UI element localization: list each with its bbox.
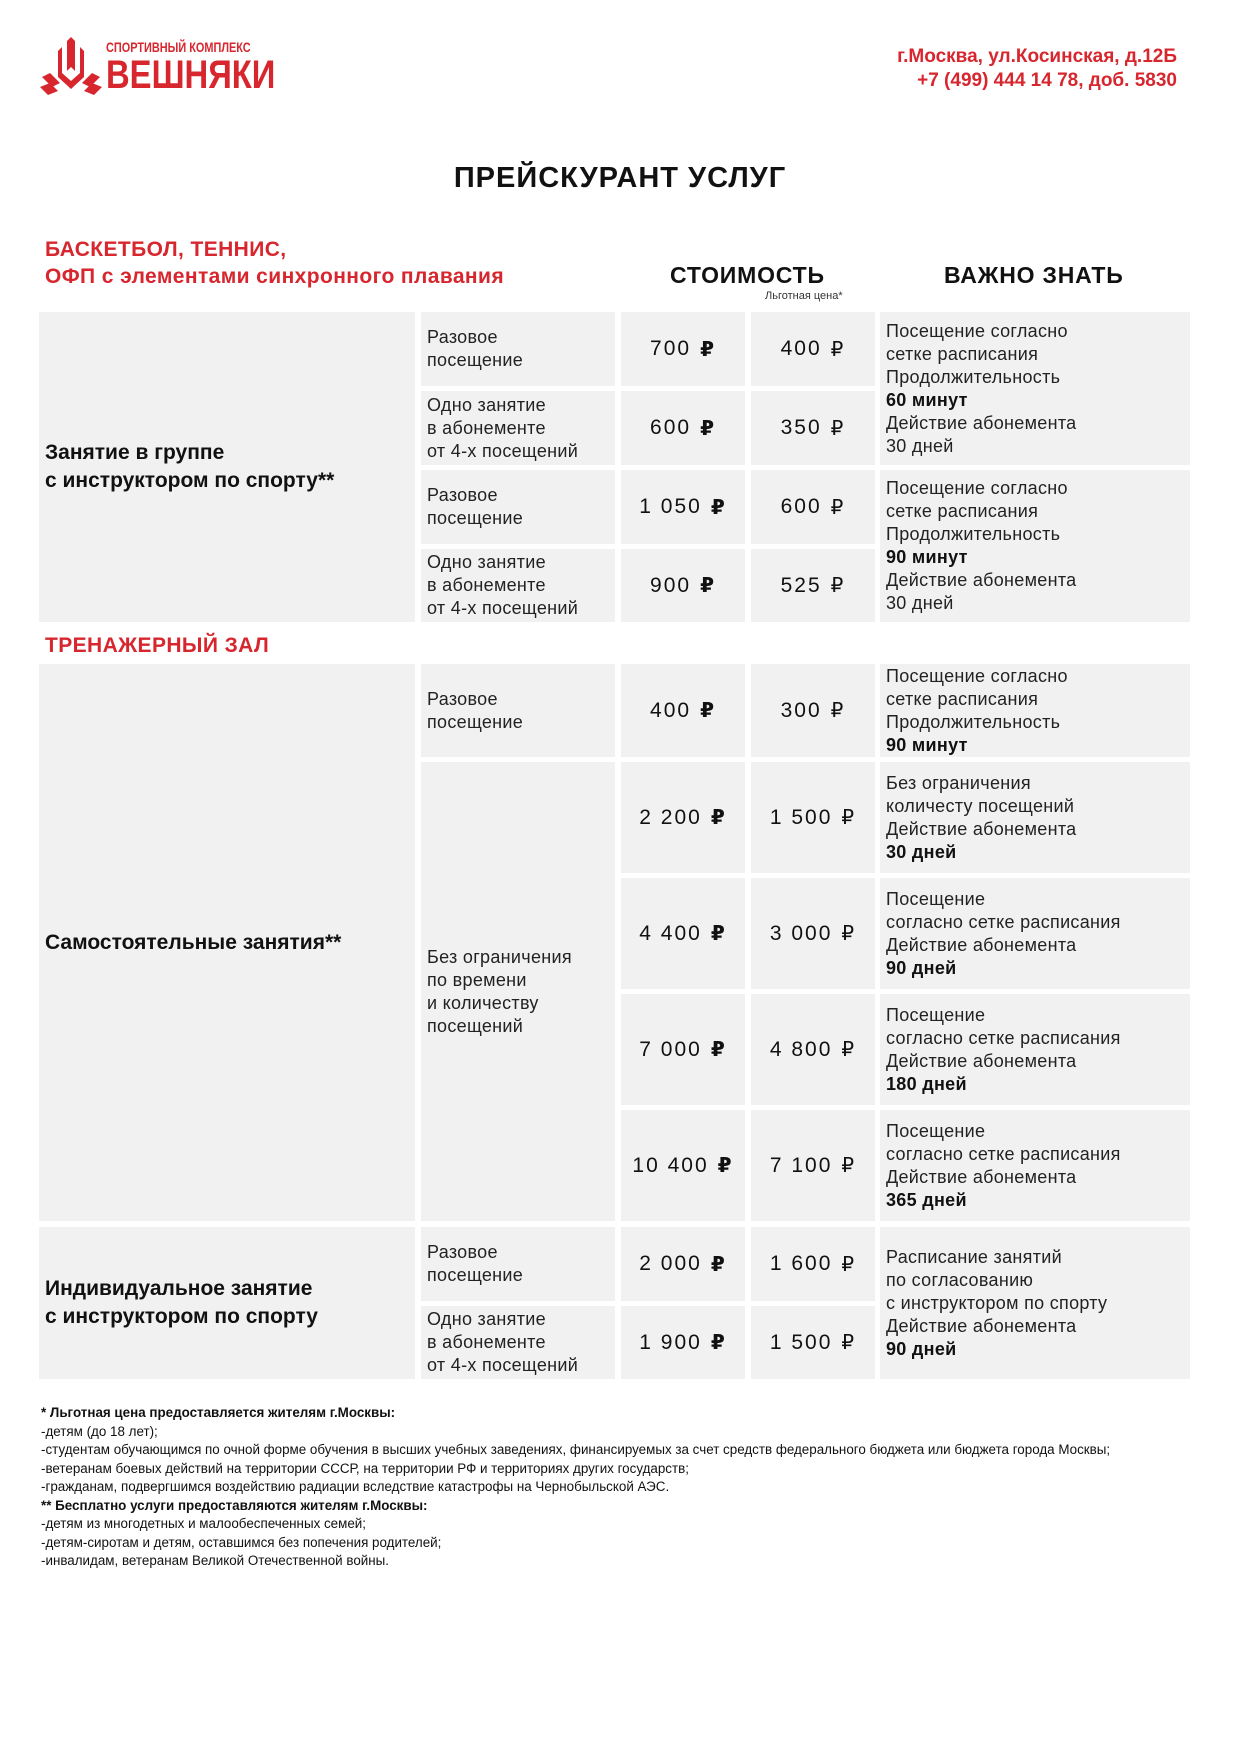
note-heading: ** Бесплатно услуги предоставляются жителям г.Москвы: (41, 1497, 428, 1513)
price-cell: 400 ₽ (621, 664, 745, 757)
discount-price-cell: 3 000 ₽ (751, 878, 875, 989)
column-subheader-discount: Льготная цена* (765, 290, 843, 302)
price-cell: 900 ₽ (621, 549, 745, 622)
note-heading: * Льготная цена предоставляется жителям г.Москвы: (41, 1405, 396, 1420)
info-cell: Посещение согласно сетке расписания Действие абонемента 365 дней (880, 1110, 1190, 1221)
logo-emblem-icon (40, 37, 102, 95)
note-item: -детям из многодетных и малообеспеченных семей; (41, 1516, 366, 1531)
discount-price-cell: 1 600 ₽ (751, 1227, 875, 1301)
price-cell: 600 ₽ (621, 391, 745, 465)
discount-price-cell: 1 500 ₽ (751, 1306, 875, 1379)
info-cell: Без ограничения количесту посещений Действие абонемента 30 дней (880, 762, 1190, 873)
discount-price-cell: 300 ₽ (751, 664, 875, 757)
discount-price-cell: 7 100 ₽ (751, 1110, 875, 1221)
discount-price-cell: 525 ₽ (751, 549, 875, 622)
service-type-unlimited: Без ограничения по времени и количеству посещений (421, 762, 615, 1221)
price-cell: 700 ₽ (621, 312, 745, 386)
service-type: Одно занятие в абонементе от 4-х посещений (421, 549, 615, 622)
address: г.Москва, ул.Косинская, д.12Б (897, 46, 1177, 67)
price-cell: 1 900 ₽ (621, 1306, 745, 1379)
category-individual-training: Индивидуальное занятие с инструктором по спорту (39, 1227, 415, 1379)
discount-price-cell: 1 500 ₽ (751, 762, 875, 873)
info-cell: Посещение согласно сетке расписания Продолжительность 90 минут (880, 664, 1190, 757)
phone[interactable]: +7 (499) 444 14 78, доб. 5830 (917, 70, 1177, 91)
service-type: Разовое посещение (421, 470, 615, 544)
info-cell: Посещение согласно сетке расписания Продолжительность 90 минут Действие абонемента 30 дней (880, 470, 1190, 622)
info-cell: Расписание занятий по согласованию с инструктором по спорту Действие абонемента 90 дней (880, 1227, 1190, 1379)
note-item: -детям (до 18 лет); (41, 1423, 158, 1439)
discount-price-cell: 4 800 ₽ (751, 994, 875, 1105)
footnotes (41, 1404, 1201, 1571)
discount-price-cell: 400 ₽ (751, 312, 875, 386)
info-cell: Посещение согласно сетке расписания Продолжительность 60 минут Действие абонемента 30 дней (880, 312, 1190, 465)
note-item: -гражданам, подвергшимся воздействию радиации вследствие катастрофы на Чернобыльской АЭС. (41, 1479, 670, 1494)
column-header-important: ВАЖНО ЗНАТЬ (944, 262, 1124, 288)
note-item: -ветеранам боевых действий на территории СССР, на территории РФ и территориях других государств; (41, 1460, 689, 1476)
price-cell: 2 000 ₽ (621, 1227, 745, 1301)
price-cell: 4 400 ₽ (621, 878, 745, 989)
logo-subtitle: СПОРТИВНЫЙ КОМПЛЕКС (106, 39, 251, 55)
service-type: Одно занятие в абонементе от 4-х посещений (421, 1306, 615, 1379)
category-group-training: Занятие в группе с инструктором по спорту** (39, 312, 415, 622)
price-cell: 2 200 ₽ (621, 762, 745, 873)
logo-title: ВЕШНЯКИ (106, 53, 276, 97)
discount-price-cell: 350 ₽ (751, 391, 875, 465)
category-self-training: Самостоятельные занятия** (39, 664, 415, 1221)
logo (40, 37, 280, 97)
price-cell: 7 000 ₽ (621, 994, 745, 1105)
price-cell: 1 050 ₽ (621, 470, 745, 544)
discount-price-cell: 600 ₽ (751, 470, 875, 544)
price-cell: 10 400 ₽ (621, 1110, 745, 1221)
service-type: Одно занятие в абонементе от 4-х посещений (421, 391, 615, 465)
info-cell: Посещение согласно сетке расписания Действие абонемента 90 дней (880, 878, 1190, 989)
contacts (897, 45, 1177, 93)
note-item: -студентам обучающимся по очной форме обучения в высших учебных заведениях, финансируемых за счет средств федерального бюджета или бюджета города Москвы; (41, 1442, 1111, 1457)
info-cell: Посещение согласно сетке расписания Действие абонемента 180 дней (880, 994, 1190, 1105)
page-title: ПРЕЙСКУРАНТ УСЛУГ (453, 162, 787, 194)
service-type: Разовое посещение (421, 1227, 615, 1301)
column-header-cost: СТОИМОСТЬ (670, 262, 825, 288)
section-title-gym: ТРЕНАЖЕРНЫЙ ЗАЛ (45, 634, 270, 657)
note-item: -детям-сиротам и детям, оставшимся без попечения родителей; (41, 1534, 442, 1550)
section-title-sports: БАСКЕТБОЛ, ТЕННИС, ОФП с элементами синхронного плавания (45, 238, 504, 288)
service-type: Разовое посещение (421, 312, 615, 386)
note-item: -инвалидам, ветеранам Великой Отечественной войны. (41, 1553, 390, 1568)
service-type: Разовое посещение (421, 664, 615, 757)
